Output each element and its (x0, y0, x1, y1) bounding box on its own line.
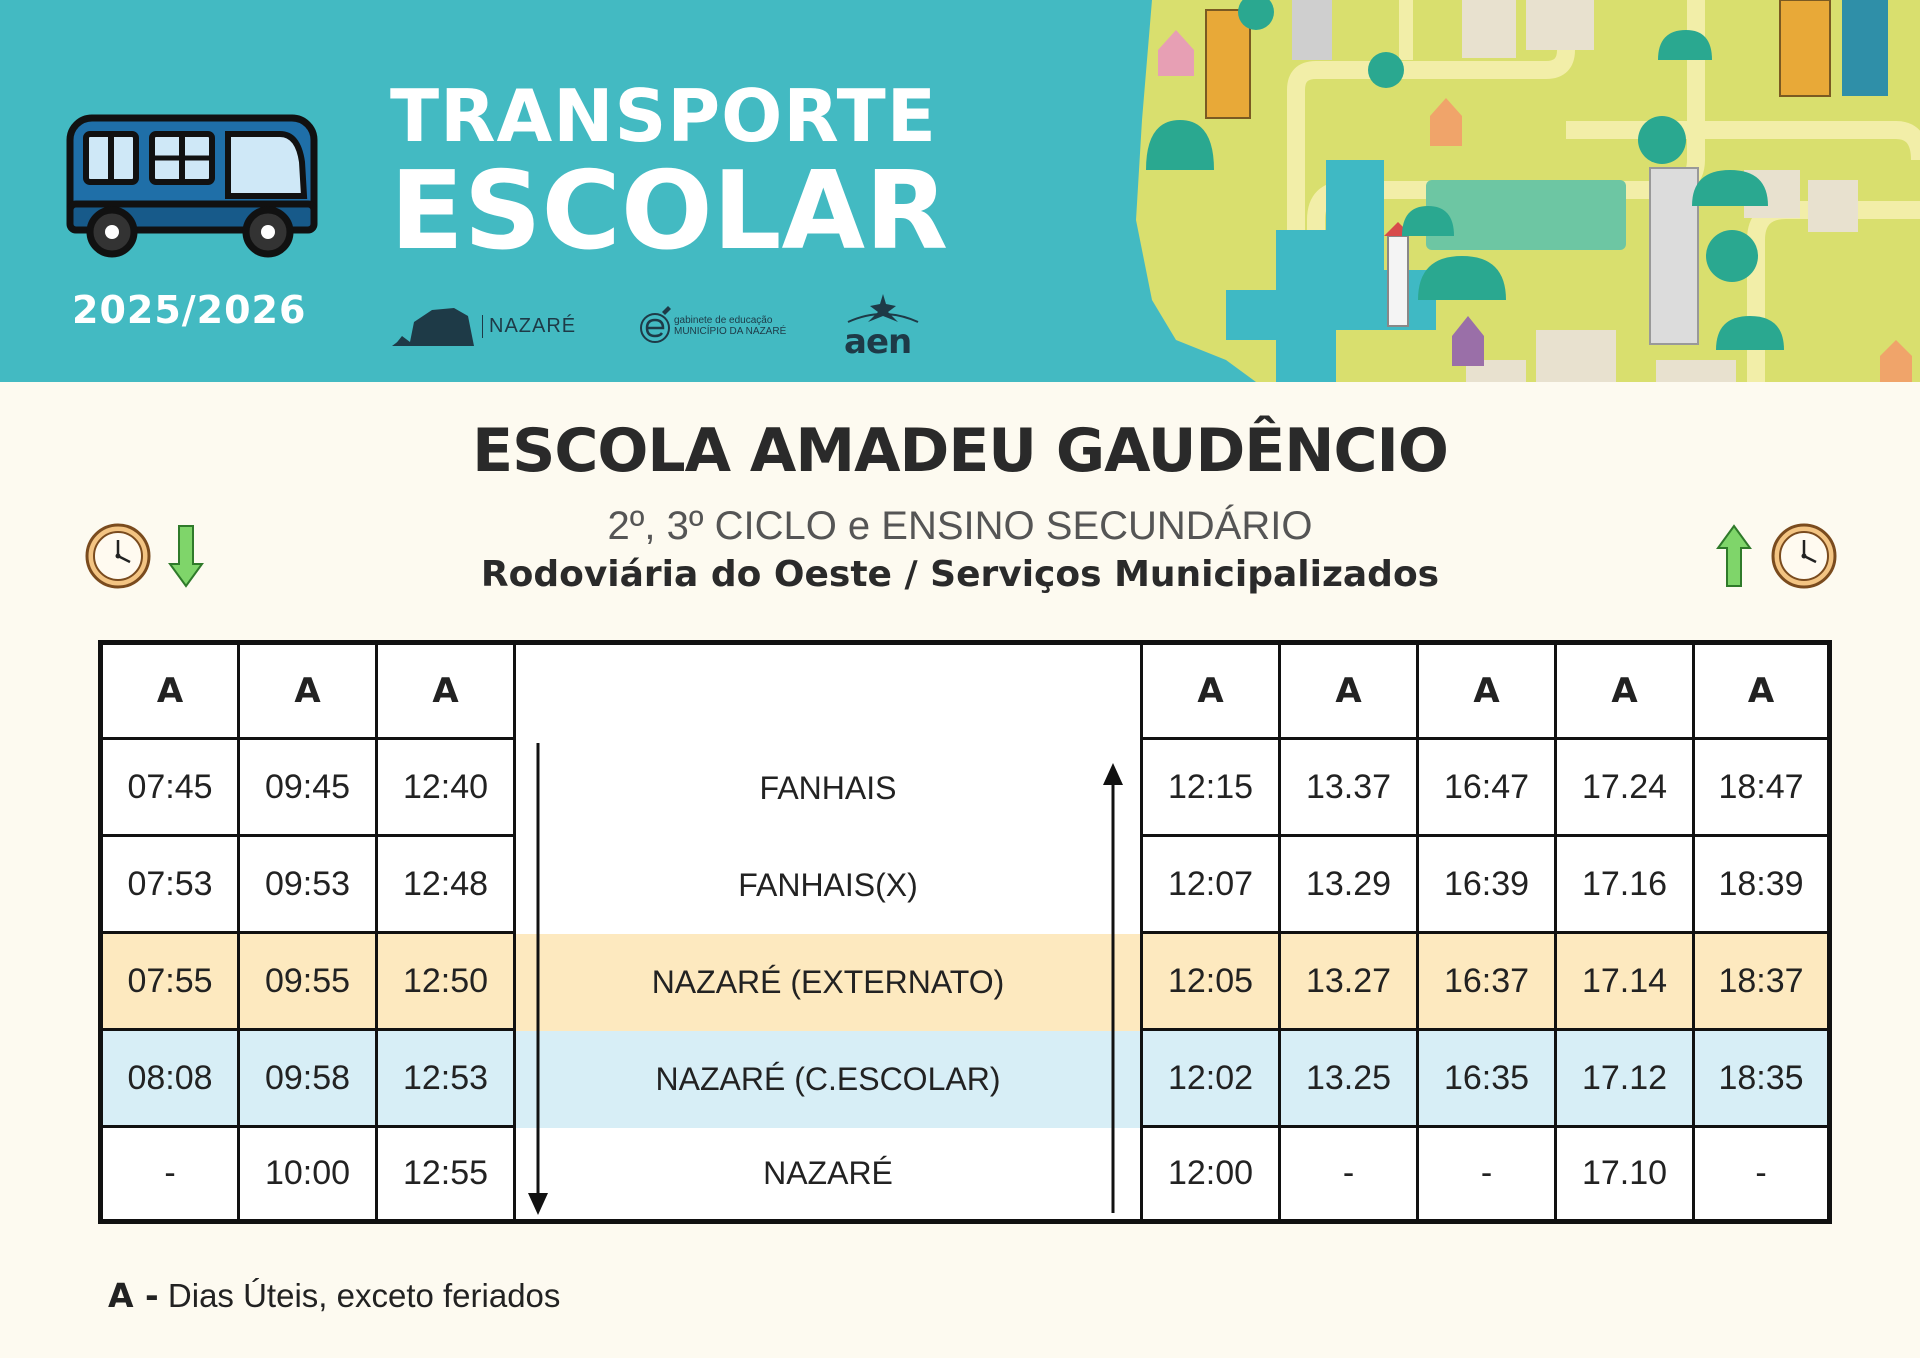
return-time: 13.25 (1281, 1031, 1419, 1128)
nazare-wordmark: NAZARÉ (482, 315, 576, 338)
departure-time: 12:50 (378, 934, 516, 1031)
return-time: 17.10 (1557, 1128, 1695, 1219)
return-time: 12:00 (1143, 1128, 1281, 1219)
return-time: 17.16 (1557, 837, 1695, 934)
bus-icon (66, 112, 320, 262)
departure-time: 07:45 (103, 740, 240, 837)
column-header: A (240, 645, 378, 740)
departure-time: 08:08 (103, 1031, 240, 1128)
return-time: 12:07 (1143, 837, 1281, 934)
school-cycle: 2º, 3º CICLO e ENSINO SECUNDÁRIO (607, 504, 1313, 548)
return-time: 13.29 (1281, 837, 1419, 934)
legend-key: A - (108, 1276, 159, 1315)
departure-time: 12:55 (378, 1128, 516, 1219)
departure-time: 07:55 (103, 934, 240, 1031)
legend-note (108, 1276, 560, 1315)
gabinete-line-1: gabinete de educação (674, 315, 773, 326)
return-time: 12:05 (1143, 934, 1281, 1031)
column-header: A (1281, 645, 1419, 740)
gabinete-educacao-logo (638, 306, 786, 346)
legend-text: Dias Úteis, exceto feriados (158, 1277, 561, 1314)
arrow-up-icon (1716, 524, 1752, 588)
arrow-down-icon (168, 524, 204, 588)
return-time: 18:39 (1695, 837, 1827, 934)
return-time: 16:47 (1419, 740, 1557, 837)
return-time: - (1695, 1128, 1827, 1219)
return-time: - (1281, 1128, 1419, 1219)
departure-time: 09:45 (240, 740, 378, 837)
stop-name: NAZARÉ (C.ESCOLAR) (516, 1031, 1143, 1128)
column-header: A (378, 645, 516, 740)
aen-wordmark: aen (844, 322, 912, 362)
stop-name: FANHAIS(X) (516, 837, 1143, 934)
return-time: 12:15 (1143, 740, 1281, 837)
return-time: 18:47 (1695, 740, 1827, 837)
departure-time: 09:55 (240, 934, 378, 1031)
return-time: 16:39 (1419, 837, 1557, 934)
return-time: 16:37 (1419, 934, 1557, 1031)
title-line-2: ESCOLAR (390, 149, 949, 274)
column-header: A (1557, 645, 1695, 740)
town-map-illustration (1136, 0, 1920, 382)
clock-icon (84, 522, 152, 590)
partner-logos (392, 292, 952, 372)
stop-name: FANHAIS (516, 740, 1143, 837)
header-banner (0, 0, 1920, 382)
transport-operator: Rodoviária do Oeste / Serviços Municipalizados (480, 554, 1440, 595)
return-time: 17.24 (1557, 740, 1695, 837)
title-line-1: TRANSPORTE (390, 74, 937, 158)
timetable-grid (103, 645, 1827, 1219)
departure-time: 10:00 (240, 1128, 378, 1219)
departure-time: 09:53 (240, 837, 378, 934)
stop-name: NAZARÉ (516, 1128, 1143, 1219)
return-time: 12:02 (1143, 1031, 1281, 1128)
gabinete-e-icon (638, 306, 672, 346)
gabinete-line-2: MUNICÍPIO DA NAZARÉ (674, 326, 787, 337)
return-time: 13.27 (1281, 934, 1419, 1031)
stop-name: NAZARÉ (EXTERNATO) (516, 934, 1143, 1031)
return-time: 17.14 (1557, 934, 1695, 1031)
return-time: - (1419, 1128, 1557, 1219)
departure-time: 09:58 (240, 1031, 378, 1128)
return-time: 13.37 (1281, 740, 1419, 837)
departure-time: 12:48 (378, 837, 516, 934)
nazare-rock-icon (392, 302, 476, 350)
departure-time: 12:53 (378, 1031, 516, 1128)
aen-logo (838, 292, 928, 364)
school-year: 2025/2026 (72, 288, 307, 332)
column-header: A (1419, 645, 1557, 740)
departure-time: 12:40 (378, 740, 516, 837)
column-header: A (1143, 645, 1281, 740)
return-time: 17.12 (1557, 1031, 1695, 1128)
departure-time: 07:53 (103, 837, 240, 934)
school-name: ESCOLA AMADEU GAUDÊNCIO (472, 416, 1448, 486)
return-time: 18:37 (1695, 934, 1827, 1031)
stop-column-header (516, 645, 1143, 740)
clock-icon (1770, 522, 1838, 590)
return-time: 16:35 (1419, 1031, 1557, 1128)
nazare-logo (392, 302, 576, 350)
column-header: A (103, 645, 240, 740)
departure-time: - (103, 1128, 240, 1219)
timetable (98, 640, 1832, 1224)
return-time: 18:35 (1695, 1031, 1827, 1128)
column-header: A (1695, 645, 1827, 740)
